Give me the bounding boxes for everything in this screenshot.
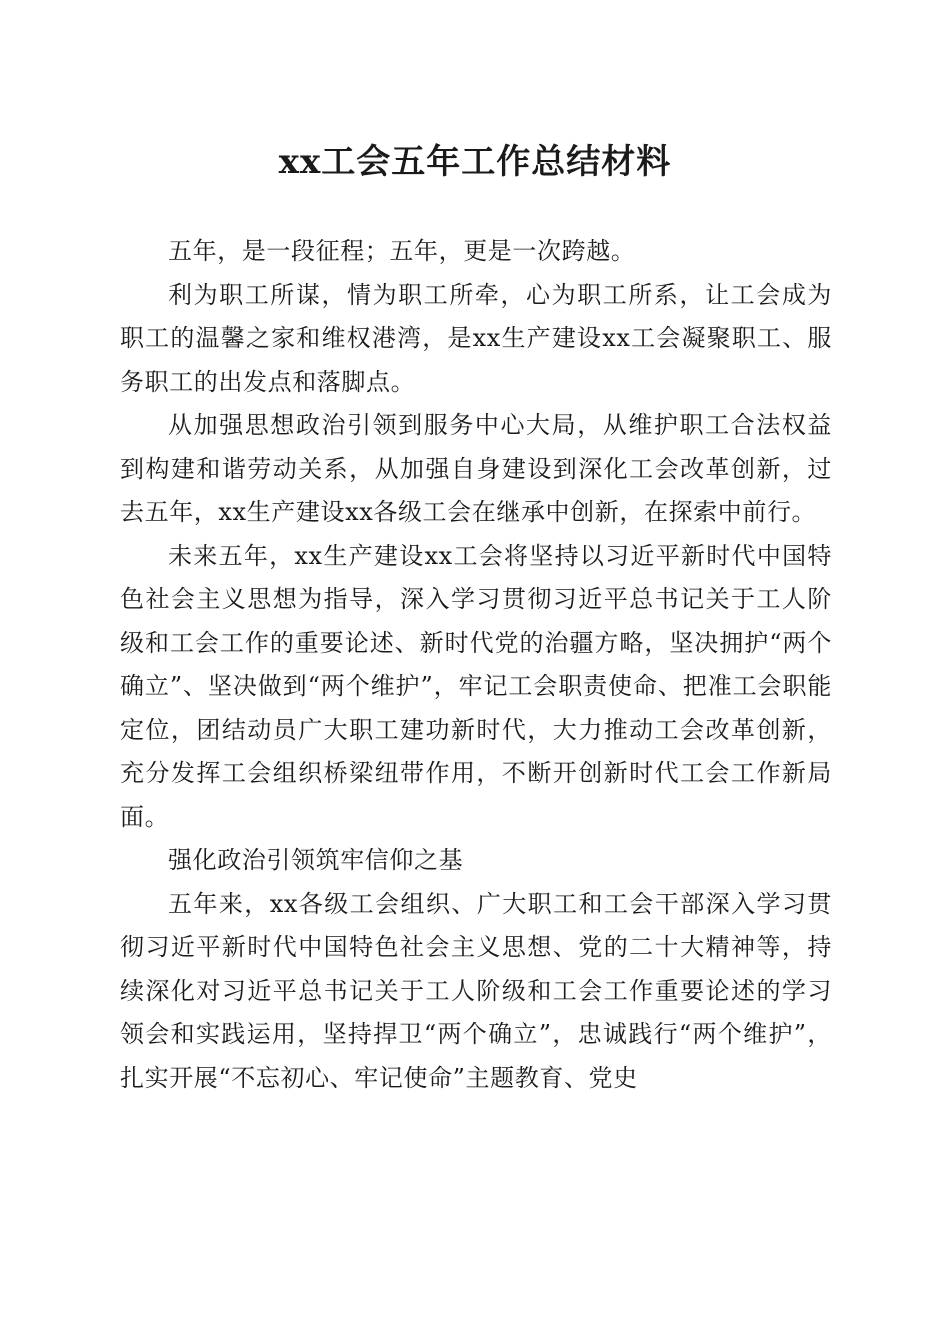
paragraph-political-guidance: 五年来，xx各级工会组织、广大职工和工会干部深入学习贯彻习近平新时代中国特色社会主义思想、党的二十大精神等，持续深化对习近平总书记关于工人阶级和工会工作重要论述的学习领会和实践运用，坚持捍卫“两个确立”，忠诚践行“两个维护”，扎实开展“不忘初心、牢记使命”主题教育、党史	[120, 889, 832, 1092]
document-title: xx工会五年工作总结材料	[278, 142, 672, 182]
paragraph-purpose: 利为职工所谋，情为职工所牵，心为职工所系，让工会成为职工的温馨之家和维权港湾，是xx生产建设xx工会凝聚职工、服务职工的出发点和落脚点。	[120, 280, 832, 396]
paragraph-review: 从加强思想政治引领到服务中心大局，从维护职工合法权益到构建和谐劳动关系，从加强自身建设到深化工会改革创新，过去五年，xx生产建设xx各级工会在继承中创新，在探索中前行。	[120, 411, 832, 526]
paragraph-intro: 五年，是一段征程；五年，更是一次跨越。	[168, 237, 636, 265]
document-body	[120, 230, 832, 1100]
paragraph-outlook: 未来五年，xx生产建设xx工会将坚持以习近平新时代中国特色社会主义思想为指导，深入学习贯彻习近平总书记关于工人阶级和工会工作的重要论述、新时代党的治疆方略，坚决拥护“两个确立”、坚决做到“两个维护”，牢记工会职责使命、把准工会职能定位，团结动员广大职工建功新时代，大力推动工会改革创新，充分发挥工会组织桥梁纽带作用，不断开创新时代工会工作新局面。	[120, 541, 832, 831]
section-heading: 强化政治引领筑牢信仰之基	[168, 846, 464, 874]
